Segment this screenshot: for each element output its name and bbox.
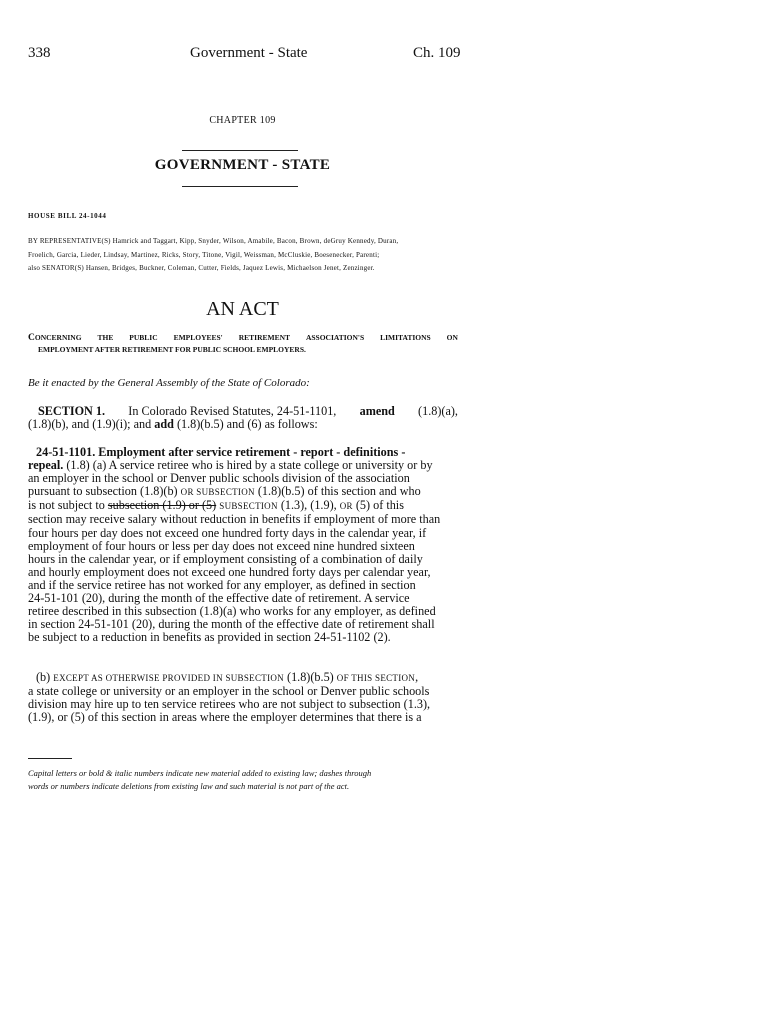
concerning-word: PUBLIC (129, 333, 158, 342)
footnote (28, 767, 468, 792)
paragraph-b: (b) EXCEPT AS OTHERWISE PROVIDED IN SUBSECTION (1.8)(b.5) OF THIS SECTION, a state college or university or an employer in the school or Denver public schools division may hire up to ten service retirees who are not subject to subsection (1.3), (1.9), or (5) of this section in areas where the employer determines that there is a (28, 670, 431, 725)
enacting-clause: Be it enacted by the General Assembly of the State of Colorado: (28, 377, 310, 389)
bill-number: HOUSE BILL 24-1044 (28, 212, 107, 220)
new-material: OR (339, 501, 353, 512)
concerning-line-2: EMPLOYMENT AFTER RETIREMENT FOR PUBLIC SCHOOL EMPLOYERS. (38, 345, 306, 354)
doc-title: GOVERNMENT - STATE (154, 157, 331, 173)
amend-keyword: amend (359, 404, 395, 418)
footnote-line: Capital letters or bold & italic numbers indicate new material added to existing law; dashes through (28, 768, 372, 778)
act-heading: AN ACT (206, 298, 279, 320)
section-1: SECTION 1. In Colorado Revised Statutes, 24-51-1101, amend (1.8)(a), (1.8)(b), and (1.9)(i); and add (1.8)(b.5) and (6) as follows: (28, 404, 458, 432)
concerning-word: LIMITATIONS (380, 333, 431, 342)
chapter-label: CHAPTER 109 (209, 115, 276, 126)
new-material: OR SUBSECTION (180, 487, 255, 498)
chapter-ref: Ch. 109 (413, 45, 461, 61)
new-material: SUBSECTION (219, 501, 278, 512)
concerning-word: RETIREMENT (238, 333, 290, 342)
running-title: Government - State (190, 45, 308, 61)
page-number: 338 (28, 45, 51, 61)
new-material: EXCEPT AS OTHERWISE PROVIDED IN SUBSECTION (53, 673, 284, 683)
section-label: SECTION 1. (38, 404, 106, 418)
concerning-word: ON (446, 333, 458, 342)
new-material: OF THIS SECTION (336, 673, 416, 683)
statute-heading: 24-51-1101. Employment after service retirement - report - definitions - (36, 445, 406, 459)
add-keyword: add (154, 417, 174, 432)
footnote-line: words or numbers indicate deletions from existing law and such material is not part of the act. (28, 780, 350, 791)
sponsors-line: Froelich, Garcia, Lieder, Lindsay, Martinez, Ricks, Story, Titone, Vigil, Weissman, McCluskie, Boesenecker, Parenti; (28, 251, 380, 259)
sponsors-line: BY REPRESENTATIVE(S) Hamrick and Taggart, Kipp, Snyder, Wilson, Amabile, Bacon, Brown, deGruy Kennedy, Duran, (28, 237, 399, 245)
sponsors-line: also SENATOR(S) Hansen, Bridges, Buckner, Coleman, Cutter, Fields, Jaquez Lewis, Michaelson Jenet, Zenzinger. (28, 264, 375, 272)
concerning-word: CONCERNING (28, 333, 82, 343)
concerning-word: ASSOCIATION'S (305, 333, 365, 342)
title-rule-top (182, 150, 298, 151)
deleted-material: subsection (1.9) or (5) (107, 498, 217, 513)
concerning-word: EMPLOYEES' (173, 333, 223, 342)
footnote-rule (28, 758, 72, 759)
title-rule-bottom (182, 186, 298, 187)
statute-24-51-1101: 24-51-1101. Employment after service retirement - report - definitions - repeal. (1.8) (a) A service retiree who is hired by a state college or university or by an employer in the school or Denver public schools division of the association pursuant to subsection (1.8)(b) OR SUBSECTION (1.8)(b.5) of this section and who is not subject to subsection (1.9) or (5) SUBSECTION (1.3), (1.9), OR (5) of this section may receive salary without reduction in benefits if employment of more than four hours per day does not exceed one hundred forty days in the calendar year, if employment of four hours or less per day does not exceed nine hundred sixteen hours in the calendar year, or if employment consisting of a combination of daily and hourly employment does not exceed one hundred forty days per calendar year, and if the service retiree has not worked for any employer, as defined in section 24-51-101 (20), during the month of the effective date of retirement. A service retiree described in this subsection (1.8)(a) who works for any employer, as defined in section 24-51-101 (20), during the month of the effective date of retirement shall be subject to a reduction in benefits as provided in section 24-51-1102 (2). (28, 445, 441, 645)
concerning-clause (28, 332, 458, 356)
concerning-word: THE (97, 333, 114, 342)
